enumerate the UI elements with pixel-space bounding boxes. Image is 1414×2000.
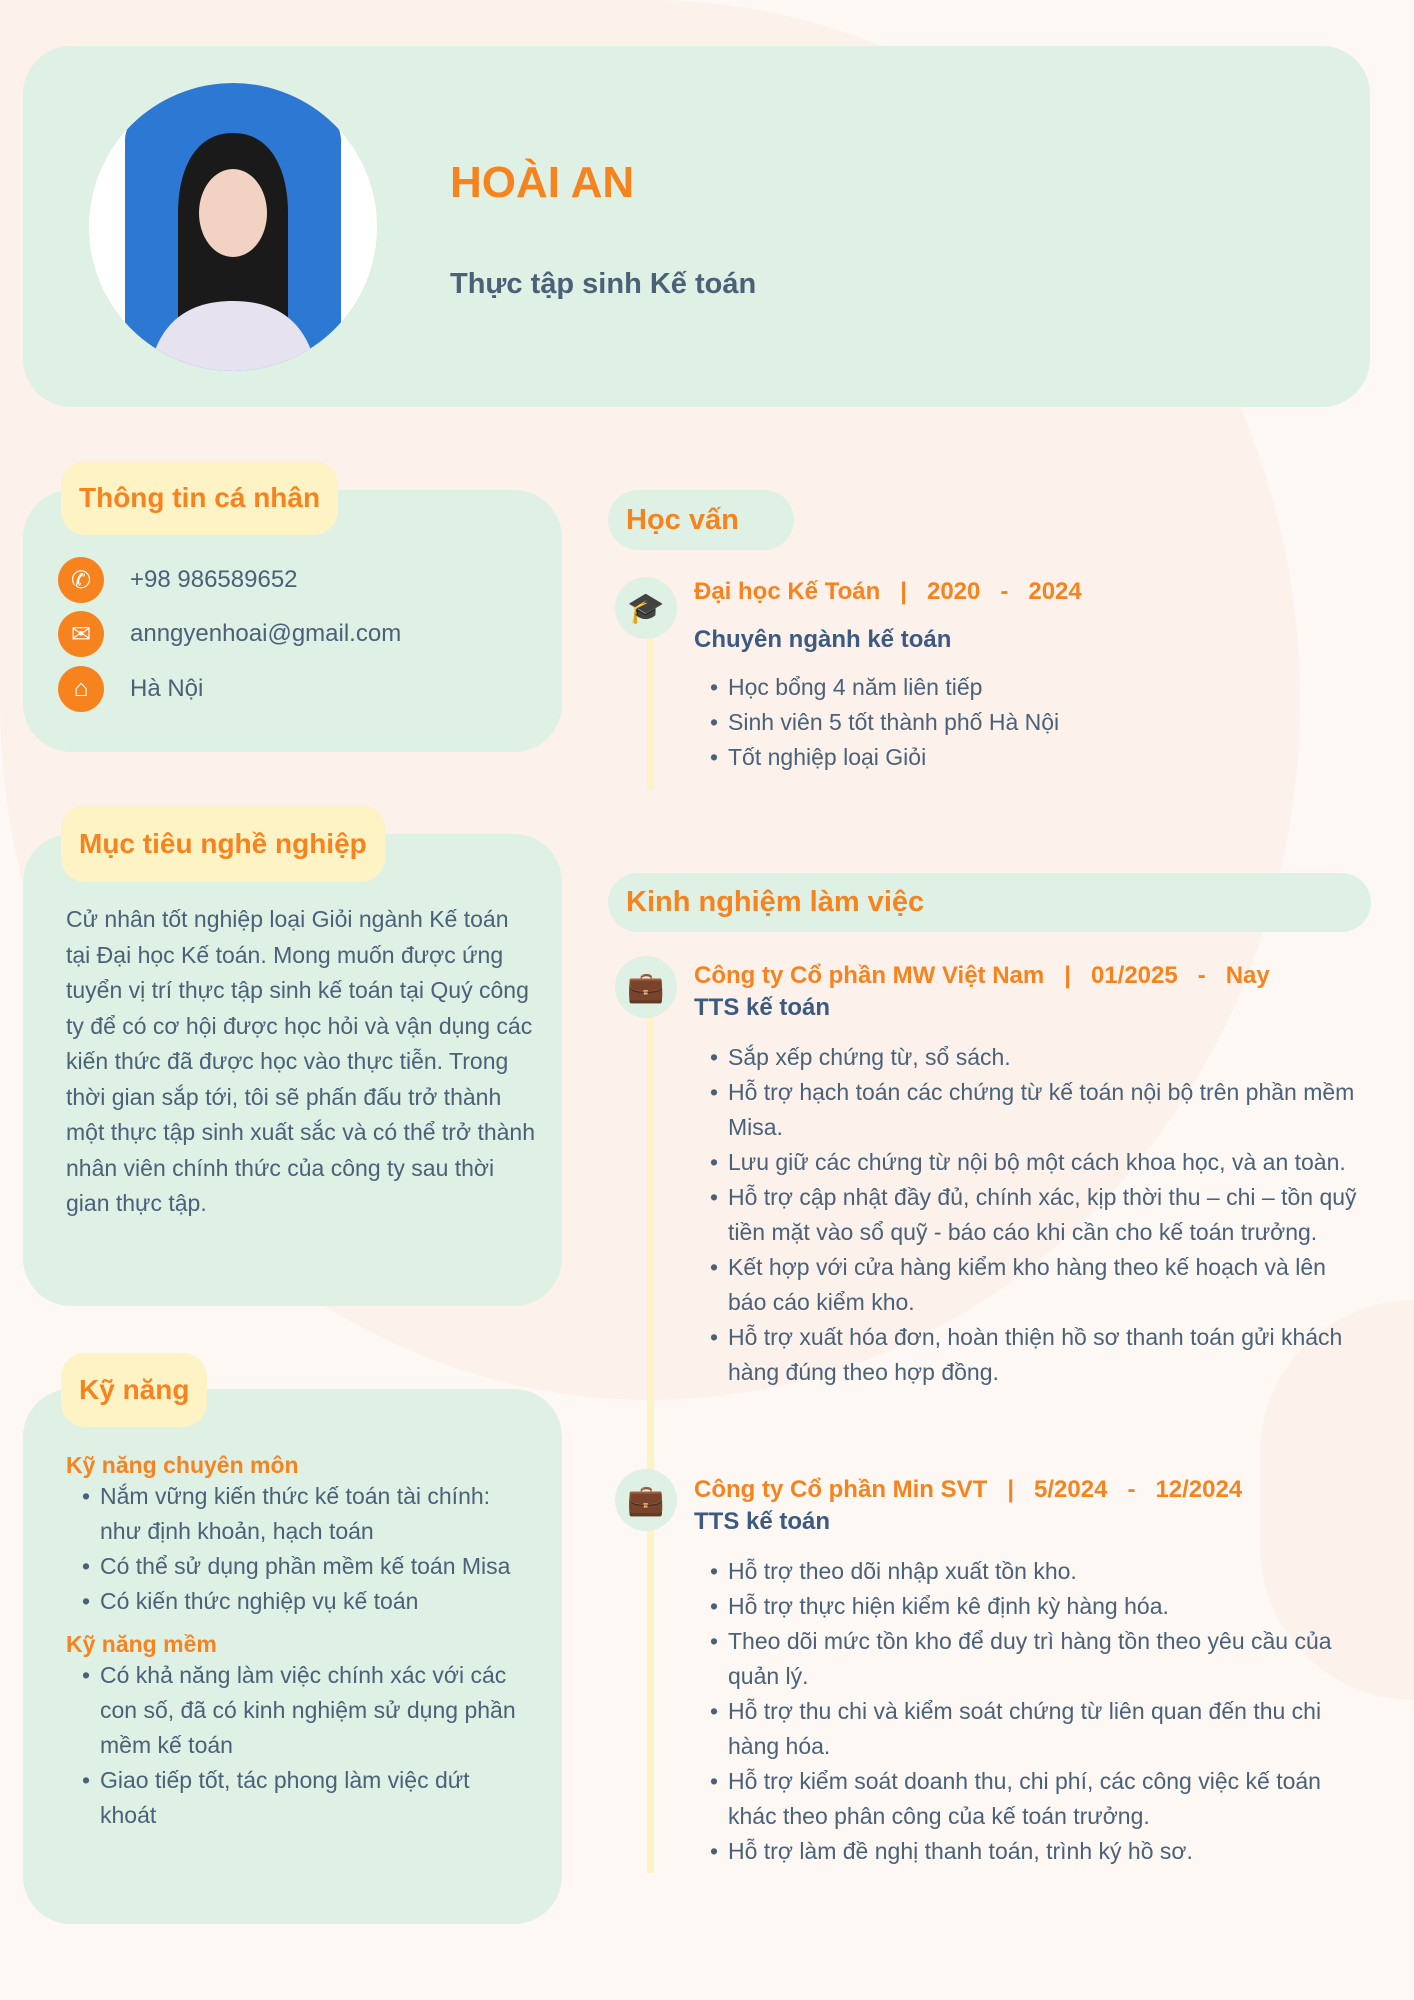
job-item: • Sắp xếp chứng từ, sổ sách.: [708, 1040, 1369, 1075]
separator: |: [1064, 962, 1071, 989]
address-row: [58, 666, 203, 712]
briefcase-icon: 💼: [615, 956, 677, 1018]
email-icon: ✉: [58, 611, 104, 657]
job-to: Nay: [1225, 962, 1270, 989]
phone-text: +98 986589652: [130, 566, 298, 593]
email-text: anngyenhoai@gmail.com: [130, 620, 402, 647]
objective-title: Mục tiêu nghề nghiệp: [61, 805, 385, 882]
job-item: • Hỗ trợ làm đề nghị thanh toán, trình ký hồ sơ.: [708, 1834, 1369, 1869]
job-entry: [694, 962, 1369, 1390]
skill-item: • Nắm vững kiến thức kế toán tài chính: như định khoản, hạch toán: [80, 1479, 526, 1549]
school-name: Đại học Kế Toán: [694, 578, 881, 605]
job-item: • Hỗ trợ cập nhật đầy đủ, chính xác, kịp thời thu – chi – tồn quỹ tiền mặt vào sổ quỹ - báo cáo khi cần cho kế toán trưởng.: [708, 1180, 1369, 1250]
edu-to: 2024: [1028, 578, 1082, 605]
home-icon: ⌂: [58, 666, 104, 712]
education-entry: [694, 578, 1369, 775]
avatar: [89, 83, 377, 371]
personal-info-title: Thông tin cá nhân: [61, 461, 338, 535]
candidate-name: HOÀI AN: [450, 158, 635, 207]
edu-item: • Học bổng 4 năm liên tiếp: [708, 670, 1369, 705]
company-name: Công ty Cổ phần Min SVT: [694, 1476, 988, 1503]
phone-row: [58, 557, 298, 603]
skills-list: [66, 1446, 526, 1833]
email-row: [58, 611, 401, 657]
job-position: TTS kế toán: [694, 994, 831, 1021]
experience-timeline: [647, 990, 654, 1873]
objective-text: Cử nhân tốt nghiệp loại Giỏi ngành Kế toán tại Đại học Kế toán. Mong muốn được ứng tuyển vị trí thực tập sinh kế toán tại Quý công ty để có cơ hội được học hỏi và vận dụng các kiến thức đã được học vào thực tiễn. Trong thời gian sắp tới, tôi sẽ phấn đấu trở thành một thực tập sinh xuất sắc và có thể trở thành nhân viên chính thức của công ty sau thời gian thực tập.: [66, 906, 535, 1216]
job-entry: [694, 1476, 1369, 1869]
edu-item: • Sinh viên 5 tốt thành phố Hà Nội: [708, 705, 1369, 740]
dash: -: [1197, 962, 1206, 989]
job-item: • Hỗ trợ thu chi và kiểm soát chứng từ liên quan đến thu chi hàng hóa.: [708, 1694, 1369, 1764]
job-item: • Theo dõi mức tồn kho để duy trì hàng tồn theo yêu cầu của quản lý.: [708, 1624, 1369, 1694]
job-item: • Hỗ trợ theo dõi nhập xuất tồn kho.: [708, 1554, 1369, 1589]
job-item: • Hỗ trợ xuất hóa đơn, hoàn thiện hồ sơ thanh toán gửi khách hàng đúng theo hợp đồng.: [708, 1320, 1369, 1390]
experience-title: Kinh nghiệm làm việc: [608, 873, 1371, 932]
job-item: • Hỗ trợ kiểm soát doanh thu, chi phí, các công việc kế toán khác theo phân công của kế toán trưởng.: [708, 1764, 1369, 1834]
job-from: 5/2024: [1034, 1476, 1108, 1503]
skill-item: • Có khả năng làm việc chính xác với các con số, đã có kinh nghiệm sử dụng phần mềm kế toán: [80, 1658, 526, 1763]
job-to: 12/2024: [1155, 1476, 1243, 1503]
job-from: 01/2025: [1090, 962, 1178, 989]
job-item: • Kết hợp với cửa hàng kiểm kho hàng theo kế hoạch và lên báo cáo kiểm kho.: [708, 1250, 1369, 1320]
candidate-role: Thực tập sinh Kế toán: [450, 268, 757, 300]
separator: |: [1007, 1476, 1015, 1503]
education-title: Học vấn: [608, 490, 794, 550]
skill-item: • Có kiến thức nghiệp vụ kế toán: [80, 1584, 526, 1619]
edu-item: • Tốt nghiệp loại Giỏi: [708, 740, 1369, 775]
dash: -: [1000, 578, 1009, 605]
job-position: TTS kế toán: [694, 1508, 831, 1535]
graduation-cap-icon: 🎓: [615, 577, 677, 639]
job-item: • Hỗ trợ hạch toán các chứng từ kế toán nội bộ trên phần mềm Misa.: [708, 1075, 1369, 1145]
job-item: • Lưu giữ các chứng từ nội bộ một cách khoa học, và an toàn.: [708, 1145, 1369, 1180]
skills-title: Kỹ năng: [61, 1353, 207, 1427]
dash: -: [1127, 1476, 1136, 1503]
edu-from: 2020: [926, 578, 981, 605]
skill-group-title: Kỹ năng chuyên môn: [66, 1452, 299, 1478]
briefcase-icon: 💼: [615, 1469, 677, 1531]
skill-item: • Giao tiếp tốt, tác phong làm việc dứt khoát: [80, 1763, 526, 1833]
phone-icon: ✆: [58, 557, 104, 603]
skill-group-title: Kỹ năng mềm: [66, 1631, 217, 1657]
company-name: Công ty Cổ phần MW Việt Nam: [694, 962, 1045, 989]
address-text: Hà Nội: [130, 675, 204, 702]
skill-item: • Có thể sử dụng phần mềm kế toán Misa: [80, 1549, 526, 1584]
major: Chuyên ngành kế toán: [694, 626, 952, 653]
separator: |: [900, 578, 907, 605]
job-item: • Hỗ trợ thực hiện kiểm kê định kỳ hàng hóa.: [708, 1589, 1369, 1624]
